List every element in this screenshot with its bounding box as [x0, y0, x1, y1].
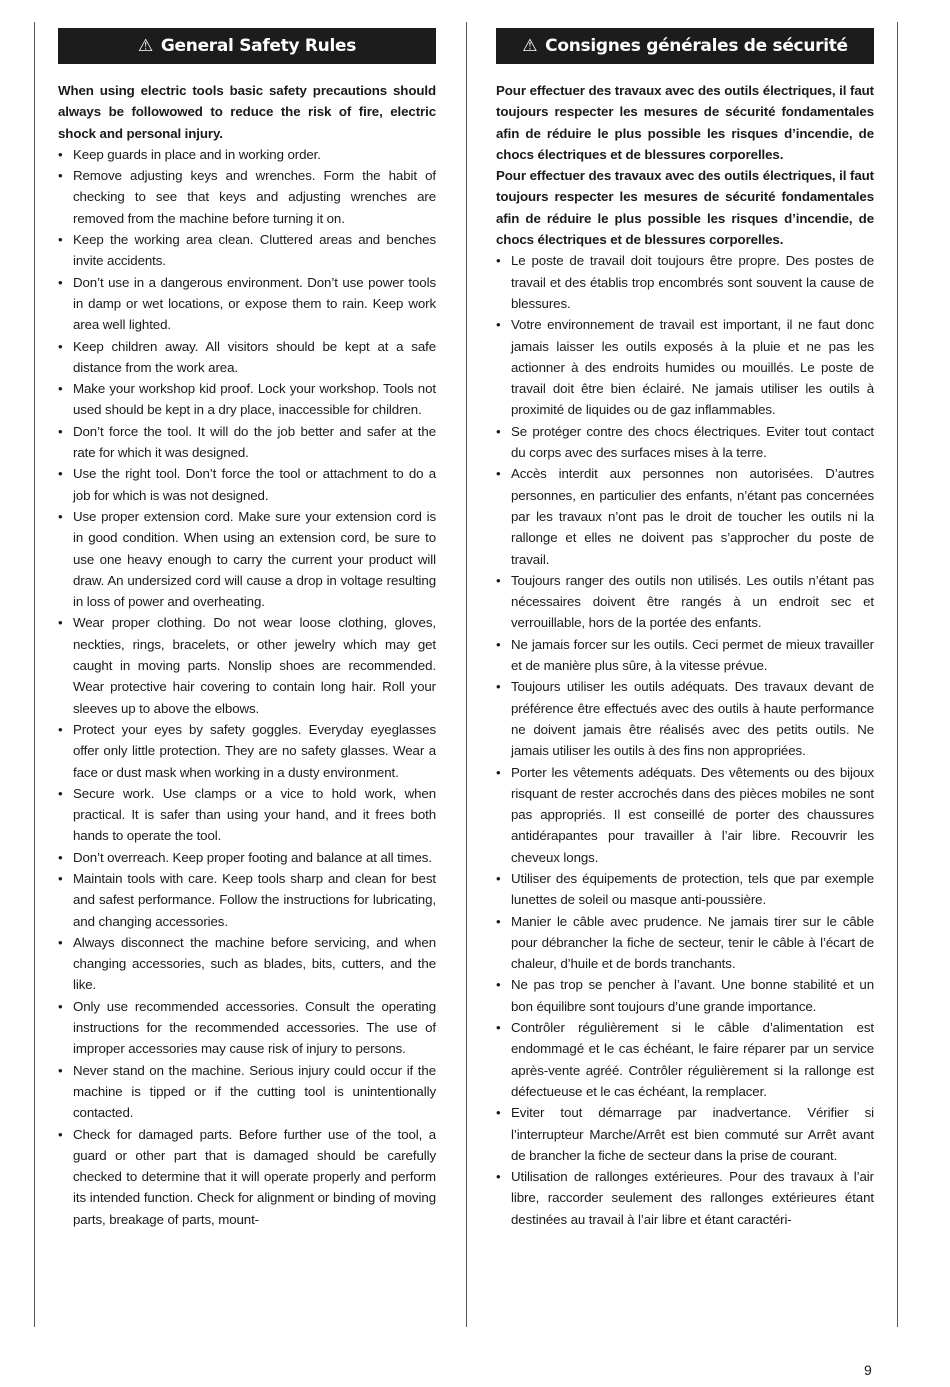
french-column	[496, 28, 874, 1230]
french-content	[496, 80, 874, 1230]
list-item	[58, 144, 436, 165]
list-item-text: Make your workshop kid proof. Lock your workshop. Tools not used should be kept in a dry place, inaccessible for children.	[73, 381, 436, 418]
intro-paragraph-repeat: Pour effectuer des travaux avec des outils électriques, il faut toujours respecter les mesures de sécurité fondamentales afin de réduire le plus possible les risques d’incendie, de chocs électriques et de blessures corporelles.	[496, 168, 874, 248]
bullet: •	[496, 1105, 501, 1121]
list-item	[58, 996, 436, 1060]
list-item-text: Check for damaged parts. Before further use of the tool, a guard or other part that is damaged should be carefully checked to determine that it will operate properly and perform its intended function. Check for alignment or binding of moving parts, breakage of parts, mount-	[73, 1126, 436, 1227]
bullet: •	[496, 764, 501, 780]
bullet: •	[58, 870, 63, 886]
list-item-text: Maintain tools with care. Keep tools sharp and clean for best and safest performance. Follow the instructions for lubricating, and changing accessories.	[73, 870, 436, 929]
bullet: •	[58, 998, 63, 1014]
list-item	[58, 165, 436, 229]
list-item-text: Utilisation de rallonges extérieures. Pour des travaux à l’air libre, raccorder seulement des rallonges extérieures étant destinées au travail à l’air libre et étant caractéri-	[511, 1169, 874, 1227]
list-item-text: Only use recommended accessories. Consult the operating instructions for the recommended accessories. The use of improper accessories may cause risk of injury to persons.	[73, 998, 436, 1057]
list-item-text: Remove adjusting keys and wrenches. Form the habit of checking to see that keys and adjusting wrenches are removed from the machine before turning it on.	[73, 168, 436, 226]
list-item	[496, 314, 874, 420]
list-item	[496, 974, 874, 1017]
list-item-text: Contrôler régulièrement si le câble d’alimentation est endommagé et le cas échéant, le faire réparer par un service après-vente agréé. Contrôler régulièrement si la rallonge est défectueuse et le cas échéant, la remplacer.	[511, 1020, 874, 1099]
list-item	[496, 762, 874, 868]
list-item	[58, 336, 436, 379]
list-item	[58, 1124, 436, 1230]
english-content	[58, 80, 436, 1230]
bullet: •	[58, 232, 63, 248]
bullet: •	[496, 466, 501, 482]
list-item	[58, 612, 436, 718]
list-item	[496, 250, 874, 314]
list-item	[496, 911, 874, 975]
intro-paragraph: Pour effectuer des travaux avec des outils électriques, il faut toujours respecter les mesures de sécurité fondamentales afin de réduire le plus possible les risques d’incendie, de chocs électriques et de blessures corporelles.	[496, 83, 874, 162]
list-item-text: Porter les vêtements adéquats. Des vêtements ou des bijoux risquant de rester accrochés dans des pièces mobiles ne sont pas appropriés. Il est conseillé de porter des chaussures antidérapantes pour travailler à l’air libre. Recouvrir les cheveux longs.	[511, 764, 874, 865]
list-item-text: Toujours ranger des outils non utilisés. Les outils n’étant pas nécessaires doivent être rangés à un endroit sec et verrouillable, hors de la portée des enfants.	[511, 572, 874, 631]
general-safety-rules-header	[58, 28, 436, 64]
list-item-text: Utiliser des équipements de protection, tels que par exemple lunettes de soleil ou masque anti-poussière.	[511, 870, 874, 908]
bullet: •	[58, 849, 63, 865]
list-item-text: Ne jamais forcer sur les outils. Ceci permet de mieux travailler et de manière plus sûre, à la vitesse prévue.	[511, 636, 874, 674]
bullet: •	[496, 253, 501, 269]
consignes-securite-header	[496, 28, 874, 64]
list-item-text: Always disconnect the machine before servicing, and when changing accessories, such as blades, bits, cutters, and the like.	[73, 934, 436, 993]
list-item	[496, 634, 874, 677]
left-margin-rule	[34, 22, 35, 1327]
consignes-list	[496, 250, 874, 1230]
bullet: •	[496, 317, 501, 333]
bullet: •	[58, 381, 63, 397]
bullet: •	[496, 977, 501, 993]
list-item-text: Votre environnement de travail est important, il ne faut donc jamais laisser les outils exposés à la pluie et ne pas les actionner à des endroits humides ou mouillés. Le poste de travail doit être bien éclairé. Ne jamais utiliser les outils à proximité de liquides ou de gaz inflammables.	[511, 317, 874, 418]
list-item-text: Eviter tout démarrage par inadvertance. Vérifier si l’interrupteur Marche/Arrêt est bien commuté sur Arrêt avant de brancher la fiche de secteur dans la prise de courant.	[511, 1105, 874, 1163]
list-item	[58, 783, 436, 847]
right-margin-rule	[897, 22, 898, 1327]
list-item	[496, 1017, 874, 1102]
bullet: •	[496, 1169, 501, 1185]
list-item-text: Secure work. Use clamps or a vice to hold work, when practical. It is safer than using your hand, and it frees both hands to operate the tool.	[73, 785, 436, 844]
bullet: •	[496, 679, 501, 695]
bullet: •	[58, 721, 63, 737]
bullet: •	[496, 423, 501, 439]
list-item	[58, 378, 436, 421]
list-item-text: Accès interdit aux personnes non autorisées. D’autres personnes, en particulier des enfants, n’étant pas concernées par les travaux n’ont pas le droit de toucher les outils ni la rallonge et elles ne doivent pas s’approcher du poste de travail.	[511, 466, 874, 567]
bullet: •	[58, 615, 63, 631]
bullet: •	[58, 146, 63, 162]
warning-triangle-icon: ⚠	[137, 36, 153, 56]
list-item	[496, 1166, 874, 1230]
bullet: •	[496, 1020, 501, 1036]
list-item-text: Keep children away. All visitors should be kept at a safe distance from the work area.	[73, 338, 436, 375]
list-item-text: Ne pas trop se pencher à l’avant. Une bonne stabilité et un bon équilibre sont toujours d’une grande importance.	[511, 977, 874, 1014]
bullet: •	[496, 572, 501, 588]
list-item-text: Don’t use in a dangerous environment. Don’t use power tools in damp or wet locations, or expose them to rain. Keep work area well lighted.	[73, 274, 436, 333]
page-number: 9	[864, 1362, 872, 1378]
list-item	[58, 506, 436, 612]
list-item	[496, 570, 874, 634]
list-item-text: Keep guards in place and in working order.	[73, 146, 321, 162]
list-item	[58, 932, 436, 996]
english-column	[58, 28, 436, 1230]
bullet: •	[496, 870, 501, 886]
bullet: •	[58, 1126, 63, 1142]
bullet: •	[58, 785, 63, 801]
list-item	[496, 1102, 874, 1166]
center-divider-rule	[466, 22, 467, 1327]
intro-paragraph: When using electric tools basic safety precautions should always be followowed to reduce the risk of fire, electric shock and personal injury.	[58, 83, 436, 141]
bullet: •	[58, 1062, 63, 1078]
section-heading: General Safety Rules	[160, 36, 357, 56]
list-item	[496, 421, 874, 464]
list-item-text: Don’t overreach. Keep proper footing and balance at all times.	[73, 849, 432, 865]
bullet: •	[58, 934, 63, 950]
list-item-text: Use the right tool. Don’t force the tool or attachment to do a job for which is was not designed.	[73, 466, 436, 503]
bullet: •	[58, 274, 63, 290]
bullet: •	[58, 168, 63, 184]
bullet: •	[58, 338, 63, 354]
bullet: •	[496, 636, 501, 652]
list-item	[58, 229, 436, 272]
list-item	[496, 463, 874, 569]
list-item-text: Keep the working area clean. Cluttered areas and benches invite accidents.	[73, 232, 436, 269]
list-item-text: Never stand on the machine. Serious injury could occur if the machine is tipped or if the cutting tool is unintentionally contacted.	[73, 1062, 436, 1121]
list-item-text: Le poste de travail doit toujours être propre. Des postes de travail et des établis trop encombrés sont souvent la cause de blessures.	[511, 253, 874, 311]
list-item	[58, 1060, 436, 1124]
list-item	[58, 847, 436, 868]
safety-rules-list	[58, 144, 436, 1230]
list-item-text: Protect your eyes by safety goggles. Everyday eyeglasses offer only little protection. They are no safety glasses. Wear a face or dust mask when working in a dusty environment.	[73, 721, 436, 780]
list-item	[58, 868, 436, 932]
section-heading: Consignes générales de sécurité	[545, 36, 848, 56]
list-item-text: Manier le câble avec prudence. Ne jamais tirer sur le câble pour débrancher la fiche de secteur, tenir le câble à l’écart de chaleur, d’huile et de bords tranchants.	[511, 913, 874, 972]
list-item-text: Use proper extension cord. Make sure your extension cord is in good condition. When using an extension cord, be sure to use one heavy enough to carry the current your product will draw. An undersized cord will cause a drop in voltage resulting in loss of power and overheating.	[73, 508, 436, 610]
list-item	[496, 868, 874, 911]
list-item	[58, 719, 436, 783]
bullet: •	[58, 423, 63, 439]
list-item-text: Se protéger contre des chocs électriques. Eviter tout contact du corps avec des surfaces mises à la terre.	[511, 423, 874, 461]
bullet: •	[58, 508, 63, 524]
list-item-text: Don’t force the tool. It will do the job better and safer at the rate for which it was designed.	[73, 423, 436, 461]
warning-triangle-icon: ⚠	[522, 36, 538, 56]
list-item	[58, 463, 436, 506]
list-item	[58, 421, 436, 464]
bullet: •	[496, 913, 501, 929]
bullet: •	[58, 466, 63, 482]
list-item-text: Wear proper clothing. Do not wear loose clothing, gloves, neckties, rings, bracelets, or other jewelry which may get caught in moving parts. Nonslip shoes are recommended. Wear protective hair covering to contain long hair. Roll your sleeves up to above the elbows.	[73, 615, 436, 716]
list-item	[496, 676, 874, 761]
list-item-text: Toujours utiliser les outils adéquats. Des travaux devant de préférence être effectués avec des outils à haute performance ne doivent jamais être réalisés avec des petits outils. Ne jamais utiliser les outils à des fins non appropriées.	[511, 679, 874, 759]
list-item	[58, 272, 436, 336]
